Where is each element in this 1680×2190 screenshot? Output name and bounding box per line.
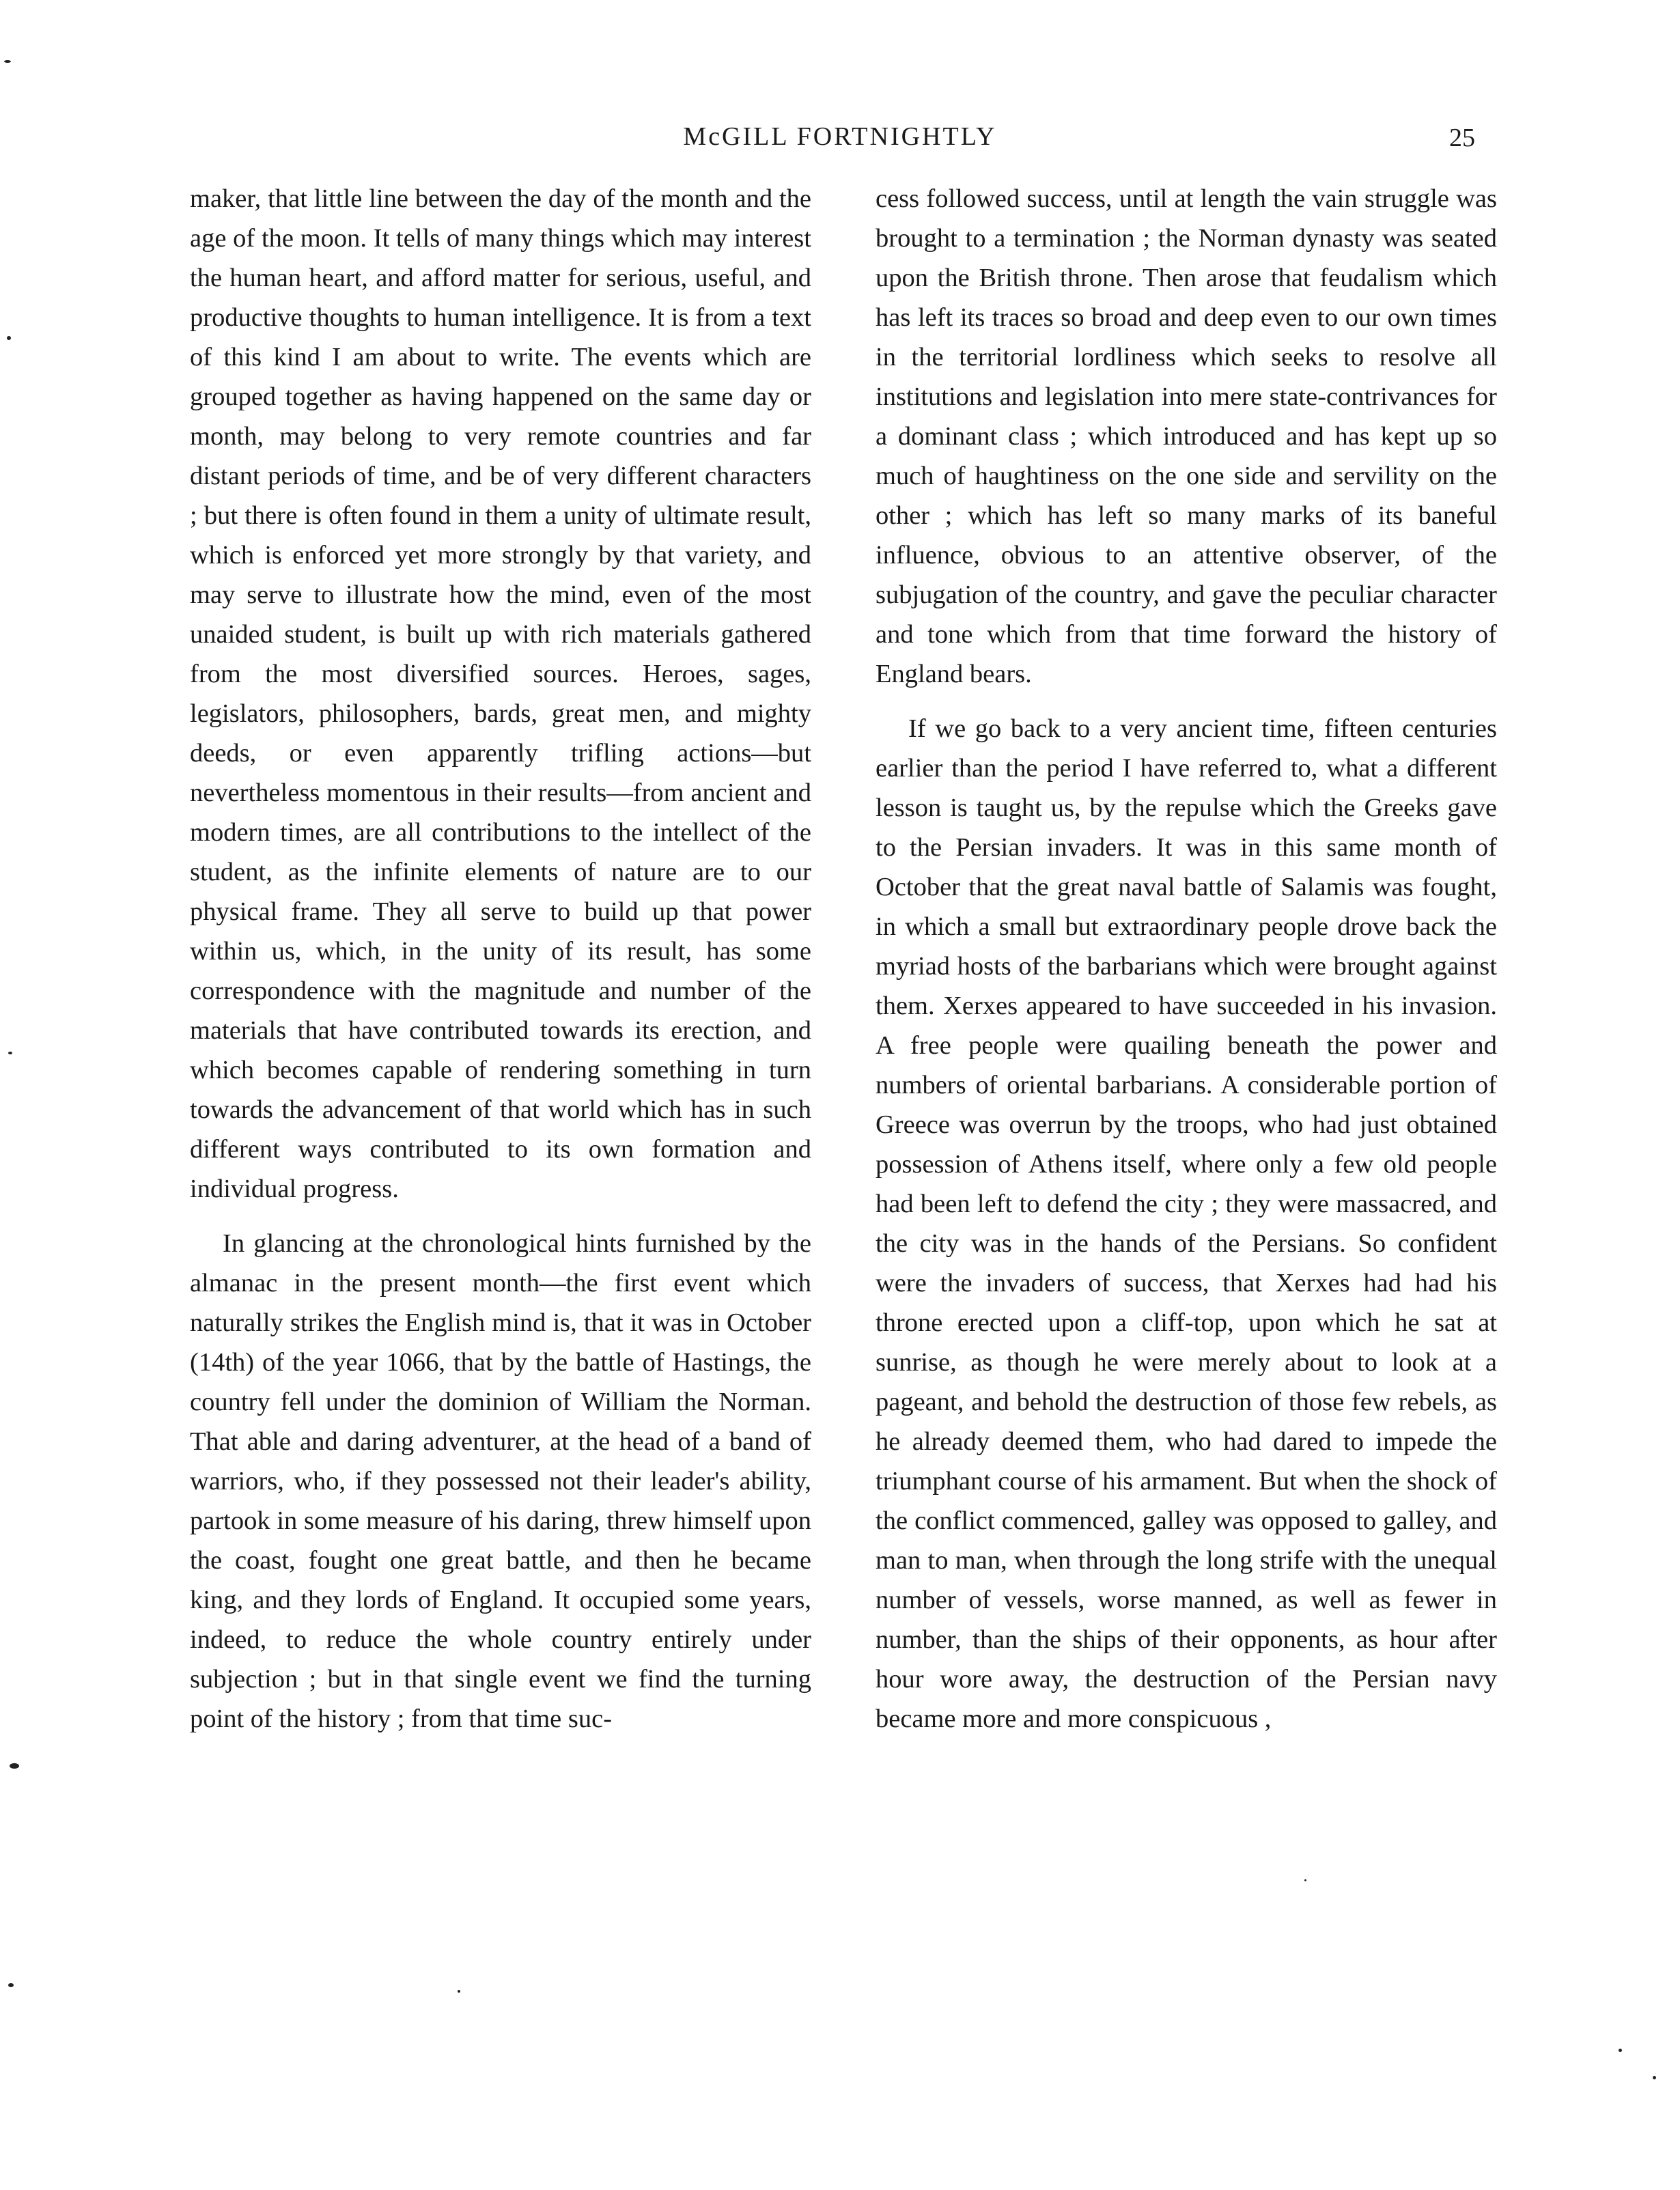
paragraph: In glancing at the chronological hints furnished by the almanac in the present month—the first event which naturally strikes the English mind is, that it was in October (14th) of the year 1066, that by the battle of Hastings, the country fell under the dominion of William the Norman. That able and daring adventurer, at the head of a band of warriors, who, if they possessed not their leader's ability, partook in some measure of his daring, threw himself upon the coast, fought one great battle, and then he became king, and they lords of England. It occupied some years, indeed, to reduce the whole country entirely under subjection ; but in that single event we find the turning point of the history ; from that time suc- [190,1229,811,1733]
scan-speck [7,336,11,340]
paragraph: maker, that little line between the day of the month and the age of the moon. It tells of many things which may interest the human heart, and afford matter for serious, useful, and productive thoughts to human intelligence. It is from a text of this kind I am about to write. The events which are grouped together as having happened on the same day or month, may belong to very remote countries and far distant periods of time, and be of very different characters ; but there is often found in them a unity of ultimate result, which is enforced yet more strongly by that variety, and may serve to illustrate how the mind, even of the most unaided student, is built up with rich materials gathered from the most diversified sources. Heroes, sages, legislators, philosophers, bards, great men, and mighty deeds, or even apparently trifling actions—but nevertheless momentous in their results—from ancient and modern times, are all contributions to the intellect of the student, as the infinite elements of nature are to our physical frame. They all serve to build up that power within us, which, in the unity of its result, has some correspondence with the magnitude and number of the materials that have contributed towards its erection, and which becomes capable of rendering something in turn towards the advancement of that world which has in such different ways contributed to its own formation and individual progress. [190,184,811,1203]
page-number: 25 [1449,124,1475,152]
scan-speck [1653,2076,1656,2079]
scan-speck [8,1052,12,1054]
page-header [0,116,1680,171]
paragraph: cess followed success, until at length the vain struggle was brought to a termination ; the Norman dynasty was seated upon the British throne. Then arose that feudalism which has left its traces so broad and deep even to our own times in the territorial lordliness which seeks to resolve all institutions and legislation into mere state-contrivances for a dominant class ; which introduced and has kept up so much of haughtiness on the one side and servility on the other ; which has left so many marks of its baneful influence, obvious to an attentive observer, of the subjugation of the country, and gave the peculiar character and tone which from that time forward the history of England bears. [876,184,1497,688]
paragraph: If we go back to a very ancient time, fifteen centuries earlier than the period I have referred to, what a different lesson is taught us, by the repulse which the Greeks gave to the Persian invaders. It was in this same month of October that the great naval battle of Salamis was fought, in which a small but extraordinary people drove back the myriad hosts of the barbarians which were brought against them. Xerxes appeared to have succeeded in his invasion. A free people were quailing beneath the power and numbers of oriental barbarians. A considerable portion of Greece was overrun by the troops, who had just obtained possession of Athens itself, where only a few old people had been left to defend the city ; they were massacred, and the city was in the hands of the Persians. So confident were the invaders of success, that Xerxes had had his throne erected upon a cliff-top, upon which he sat at sunrise, as though he were merely about to look at a pageant, and behold the destruction of those few rebels, as he already deemed them, who had dared to impede the triumphant course of his armament. But when the shock of the conflict commenced, galley was opposed to galley, and man to man, when through the long strife with the unequal number of vessels, worse manned, as well as fewer in number, than the ships of their opponents, as hour after hour wore away, the destruction of the Persian navy became more and more conspicuous , [876,714,1497,1733]
scan-speck [10,1763,19,1769]
scan-speck [4,60,11,63]
scan-speck [458,1990,460,1993]
right-column [876,179,1497,1739]
scan-speck [1619,2049,1622,2052]
left-column [190,179,811,1739]
running-title: McGILL FORTNIGHTLY [683,122,997,151]
scan-speck [8,1983,14,1987]
scan-speck [1304,1879,1306,1881]
